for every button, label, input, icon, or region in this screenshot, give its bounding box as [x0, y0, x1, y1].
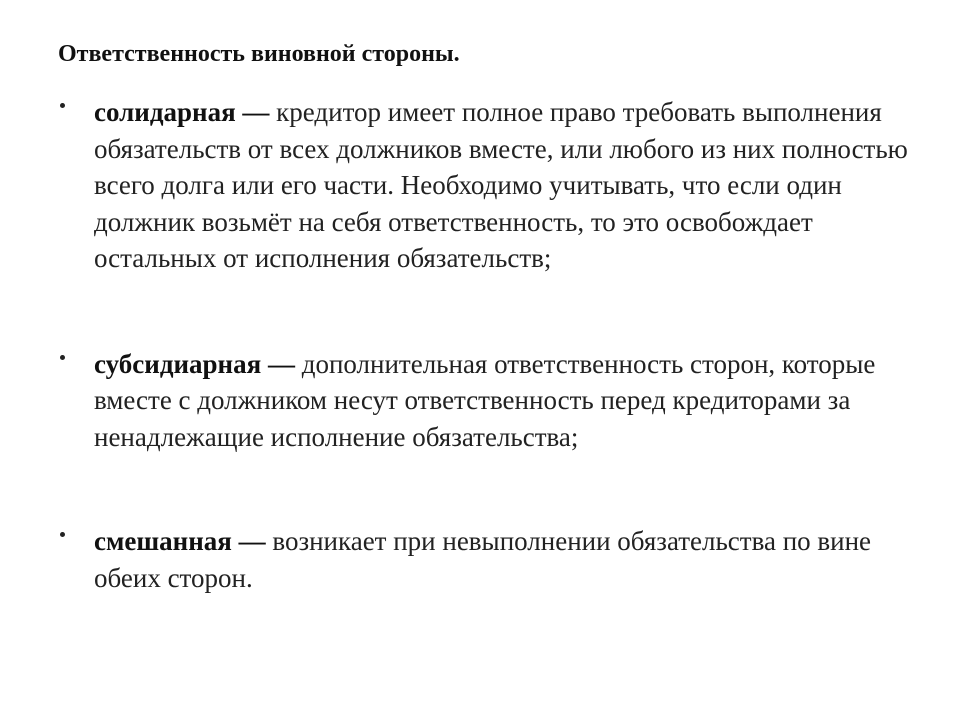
bullet-list	[58, 94, 918, 596]
term-solidarnaya: солидарная	[94, 97, 236, 127]
term-separator: —	[231, 526, 273, 556]
term-description: возникает при невыполнении обязательства по вине обеих сторон.	[94, 526, 872, 593]
term-description: дополнительная ответственность сторон, которые вместе с должником несут ответственность перед кредиторами за ненадлежащие исполнение обязательства;	[94, 348, 876, 452]
bullet-dot-icon	[58, 523, 66, 559]
term-description: кредитор имеет полное право требовать выполнения обязательств от всех должников вместе, или любого из них полностью всего долга или его части. Необходимо учитывать, что если один должник возьмёт на себя ответственность, то это освобождает остальных от исполнения обязательств;	[94, 97, 908, 273]
term-separator: —	[235, 97, 277, 127]
term-smeshannaya: смешанная	[94, 526, 232, 556]
term-separator: —	[261, 348, 302, 379]
slide-title: Ответственность виновной стороны.	[58, 41, 460, 67]
list-item-smeshannaya	[58, 523, 918, 596]
term-subsidiarnaya: субсидиарная	[94, 348, 262, 379]
bullet-dot-icon	[58, 346, 66, 382]
list-item-subsidiarnaya	[58, 346, 918, 456]
list-item-solidarnaya	[58, 94, 918, 277]
bullet-dot-icon	[58, 94, 66, 130]
